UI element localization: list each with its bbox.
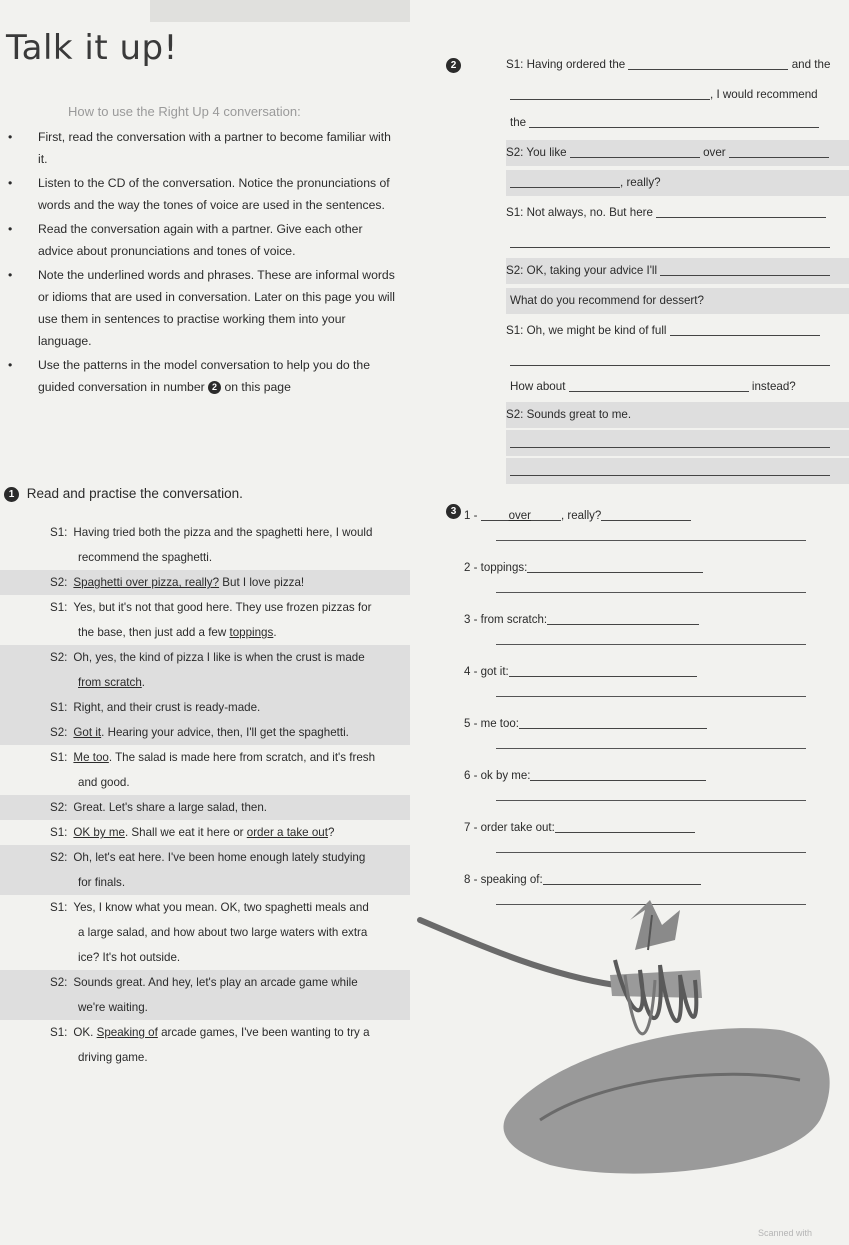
number-3-badge: 3 <box>446 504 461 519</box>
item-number: 6 - <box>464 770 481 782</box>
conversation-line <box>0 970 410 995</box>
line-text: . Hearing your advice, then, I'll get the spaghetti. <box>101 726 349 739</box>
conversation-line <box>0 645 410 670</box>
answer-blank[interactable] <box>529 113 819 128</box>
guided-text: Not always, no. But here <box>526 206 653 219</box>
answer-blank[interactable] <box>510 433 830 448</box>
line-text: Oh, let's eat here. I've been home enough lately studying <box>73 851 366 864</box>
conversation-line <box>0 795 410 820</box>
speaker-label: S2: <box>506 146 524 159</box>
item-number: 7 - <box>464 822 481 834</box>
vocab-label: toppings: <box>480 562 528 574</box>
answer-blank[interactable] <box>670 321 820 336</box>
answer-blank[interactable] <box>510 461 830 476</box>
guided-line <box>506 110 849 136</box>
idiom-phrase: from scratch <box>78 676 142 689</box>
speaker-label: S2: <box>50 651 68 664</box>
conversation-line <box>0 595 410 620</box>
how-to-list <box>8 126 398 400</box>
section-1-heading <box>4 486 243 502</box>
line-text: driving game. <box>78 1051 148 1064</box>
answer-blank[interactable] <box>510 233 830 248</box>
answer-blank[interactable] <box>555 818 695 833</box>
line-text: for finals. <box>78 876 126 889</box>
vocab-item <box>464 818 695 834</box>
speaker-label: S2: <box>506 408 524 421</box>
conversation-line <box>0 895 410 920</box>
line-text: ice? It's hot outside. <box>78 951 181 964</box>
conversation-line <box>0 720 410 745</box>
line-text: a large salad, and how about two large waters with extra <box>78 926 368 939</box>
section-1-title: Read and practise the conversation. <box>26 486 243 501</box>
guided-line <box>506 402 849 428</box>
answer-line[interactable] <box>496 540 806 541</box>
line-text: . The salad is made here from scratch, and it's fresh <box>108 751 376 764</box>
line-text: ? <box>327 826 335 839</box>
how-to-title: How to use the Right Up 4 conversation: <box>68 104 301 119</box>
line-text: Having tried both the pizza and the spaghetti here, I would <box>73 526 373 539</box>
answer-blank[interactable] <box>729 143 829 158</box>
guided-text: the <box>510 116 527 129</box>
guided-line <box>506 82 849 108</box>
speaker-label: S1: <box>506 206 524 219</box>
speaker-label: S1: <box>50 751 68 764</box>
speaker-label: S1: <box>50 601 68 614</box>
scanned-watermark: Scanned with <box>758 1228 813 1238</box>
answer-line[interactable] <box>496 696 806 697</box>
guided-text: and the <box>791 58 831 71</box>
how-to-bullet: • Note the underlined words and phrases. These are informal words or idioms that are used in conversation. Later on this page you will use them in sentences to practise working them into your language. <box>8 264 398 352</box>
how-to-bullet: • Listen to the CD of the conversation. Notice the pronunciations of words and the way the tones of voice are used in the sentences. <box>8 172 398 216</box>
idiom-phrase: order a take out <box>246 826 328 839</box>
vocab-label: , really? <box>561 510 602 522</box>
vocab-label: ok by me: <box>480 770 531 782</box>
number-2-badge: 2 <box>208 381 221 394</box>
answer-blank[interactable] <box>570 143 700 158</box>
answer-blank[interactable] <box>530 766 706 781</box>
parsley-icon <box>630 900 680 950</box>
speaker-label: S2: <box>50 801 68 814</box>
guided-line <box>506 140 849 166</box>
line-text: Oh, yes, the kind of pizza I like is when the crust is made <box>73 651 365 664</box>
conversation-line <box>0 1020 410 1045</box>
idiom-phrase: Got it <box>73 726 102 739</box>
speaker-label: S1: <box>506 324 524 337</box>
how-to-bullet: • Read the conversation again with a partner. Give each other advice about pronunciations and tones of voice. <box>8 218 398 262</box>
top-margin-strip <box>150 0 410 22</box>
line-text: the base, then just add a few <box>78 626 230 639</box>
answer-blank[interactable] <box>509 662 697 677</box>
guided-text: Sounds great to me. <box>526 408 632 421</box>
conversation-line <box>0 770 410 795</box>
answer-line[interactable] <box>496 592 806 593</box>
idiom-phrase: Me too <box>73 751 109 764</box>
guided-text: What do you recommend for dessert? <box>510 294 704 307</box>
idiom-phrase: OK by me <box>73 826 125 839</box>
line-text: Right, and their crust is ready-made. <box>73 701 261 714</box>
conversation-line <box>0 745 410 770</box>
conversation <box>0 520 410 1070</box>
conversation-line <box>0 620 410 645</box>
guided-text: over <box>703 146 726 159</box>
line-text: . <box>141 676 146 689</box>
answer-line[interactable] <box>496 644 806 645</box>
answer-blank[interactable] <box>547 610 699 625</box>
idiom-phrase: Spaghetti over pizza, really? <box>73 576 220 589</box>
guided-text: Oh, we might be kind of full <box>526 324 667 337</box>
item-number: 2 - <box>464 562 481 574</box>
line-text: But I love pizza! <box>219 576 305 589</box>
answer-blank[interactable] <box>510 85 710 100</box>
vocab-label: got it: <box>480 666 509 678</box>
item-number: 5 - <box>464 718 481 730</box>
speaker-label: S2: <box>50 976 68 989</box>
guided-line <box>506 200 849 226</box>
answer-blank[interactable] <box>510 351 830 366</box>
bread-icon <box>503 1028 829 1173</box>
answer-line[interactable] <box>496 852 806 853</box>
line-text: recommend the spaghetti. <box>78 551 213 564</box>
how-to-bullet-text: Use the patterns in the model conversation to help you do the guided conversation in number <box>38 358 370 394</box>
vocab-item <box>464 662 697 678</box>
guided-line <box>506 430 849 456</box>
idiom-phrase: Speaking of <box>96 1026 158 1039</box>
idiom-phrase: toppings <box>229 626 274 639</box>
how-to-bullet: • First, read the conversation with a partner to become familiar with it. <box>8 126 398 170</box>
conversation-line <box>0 1045 410 1070</box>
vocab-item <box>464 506 691 522</box>
conversation-line <box>0 520 410 545</box>
line-text: we're waiting. <box>78 1001 148 1014</box>
speaker-label: S1: <box>50 526 68 539</box>
speaker-label: S1: <box>50 826 68 839</box>
line-text: arcade games, I've been wanting to try a <box>157 1026 370 1039</box>
answer-blank[interactable] <box>481 506 509 521</box>
answer-blank[interactable] <box>519 714 707 729</box>
guided-line <box>506 288 849 314</box>
speaker-label: S2: <box>506 264 524 277</box>
vocab-item <box>464 610 699 626</box>
conversation-line <box>0 670 410 695</box>
conversation-line <box>0 870 410 895</box>
answer-blank[interactable] <box>569 377 749 392</box>
conversation-line <box>0 545 410 570</box>
guided-line <box>506 318 849 344</box>
speaker-label: S2: <box>50 576 68 589</box>
answer-blank[interactable] <box>601 506 691 521</box>
guided-line <box>506 230 849 256</box>
speaker-label: S1: <box>506 58 524 71</box>
item-number: 1 - <box>464 510 481 522</box>
speaker-label: S2: <box>50 851 68 864</box>
guided-line <box>506 52 849 78</box>
vocab-item <box>464 766 706 782</box>
line-text: Great. Let's share a large salad, then. <box>73 801 268 814</box>
answer-blank[interactable] <box>510 173 620 188</box>
guided-line <box>506 170 849 196</box>
how-to-bullet-text: on this page <box>224 380 291 394</box>
conversation-line <box>0 845 410 870</box>
speaker-label: S1: <box>50 1026 68 1039</box>
vocab-label: speaking of: <box>480 874 543 886</box>
number-2-badge: 2 <box>446 58 461 73</box>
item-number: 4 - <box>464 666 481 678</box>
vocab-label: over <box>508 510 531 522</box>
guided-text: OK, taking your advice I'll <box>526 264 658 277</box>
section-2-heading <box>446 58 461 73</box>
line-text: . <box>273 626 277 639</box>
guided-text: You like <box>526 146 567 159</box>
vocab-label: from scratch: <box>480 614 548 626</box>
speaker-label: S1: <box>50 701 68 714</box>
conversation-line <box>0 820 410 845</box>
guided-text: instead? <box>751 380 796 393</box>
line-text: OK. <box>73 1026 97 1039</box>
vocab-label: me too: <box>480 718 519 730</box>
line-text: Yes, I know what you mean. OK, two spaghetti meals and <box>73 901 369 914</box>
guided-text: , I would recommend <box>710 88 818 101</box>
line-text: Sounds great. And hey, let's play an arcade game while <box>73 976 358 989</box>
guided-line <box>506 348 849 374</box>
answer-line[interactable] <box>496 748 806 749</box>
conversation-line <box>0 945 410 970</box>
conversation-line <box>0 995 410 1020</box>
answer-blank[interactable] <box>531 506 561 521</box>
guided-text: Having ordered the <box>526 58 626 71</box>
guided-text: How about <box>510 380 566 393</box>
food-illustration <box>400 880 840 1200</box>
how-to-bullet <box>8 354 398 398</box>
guided-line <box>506 374 849 400</box>
conversation-line <box>0 695 410 720</box>
vocab-item <box>464 558 703 574</box>
item-number: 3 - <box>464 614 481 626</box>
answer-line[interactable] <box>496 800 806 801</box>
answer-blank[interactable] <box>660 261 830 276</box>
line-text: Yes, but it's not that good here. They use frozen pizzas for <box>73 601 372 614</box>
item-number: 8 - <box>464 874 481 886</box>
guided-line <box>506 258 849 284</box>
vocab-label: order take out: <box>480 822 555 834</box>
answer-blank[interactable] <box>656 203 826 218</box>
line-text: and good. <box>78 776 130 789</box>
line-text: . Shall we eat it here or <box>124 826 247 839</box>
page-title: Talk it up! <box>6 28 178 68</box>
speaker-label: S1: <box>50 901 68 914</box>
conversation-line <box>0 570 410 595</box>
guided-text: , really? <box>620 176 661 189</box>
speaker-label: S2: <box>50 726 68 739</box>
guided-line <box>506 458 849 484</box>
vocab-item <box>464 714 707 730</box>
answer-blank[interactable] <box>527 558 703 573</box>
answer-blank[interactable] <box>628 55 788 70</box>
conversation-line <box>0 920 410 945</box>
number-1-badge: 1 <box>4 487 19 502</box>
